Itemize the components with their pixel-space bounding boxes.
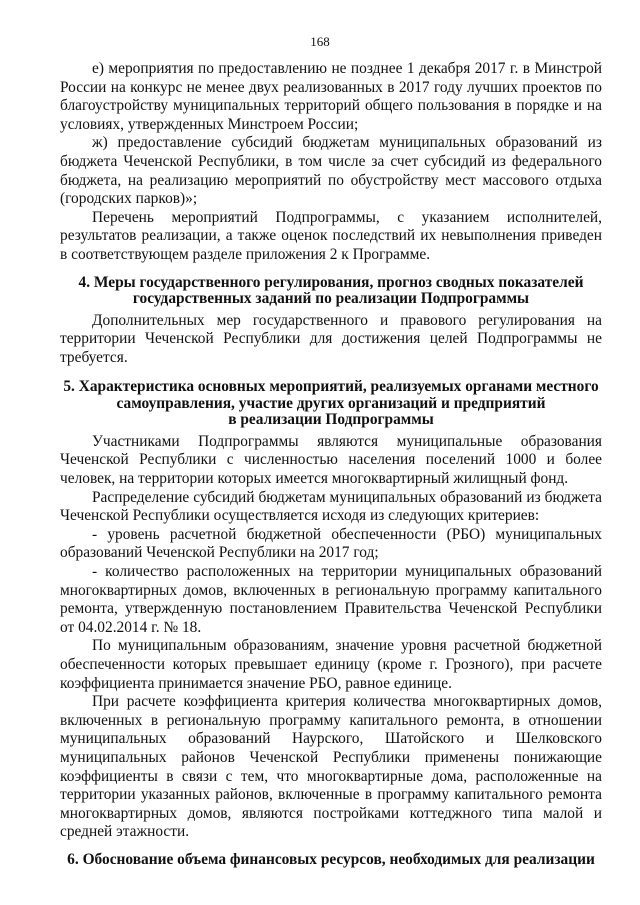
section-heading-6 <box>60 852 602 869</box>
paragraph-item-zh: ж) предоставление субсидий бюджетам муниципальных образований из бюджета Чеченской Республики, в том числе за счет субсидий из федерального бюджета, на реализацию мероприятий по обустройству мест массового отдыха (городских парков)»; <box>60 134 602 208</box>
paragraph-measures-list: Перечень мероприятий Подпрограммы, с указанием исполнителей, результатов реализации, а также оценок последствий их невыполнения приведен в соответствующем разделе приложения 2 к Программе. <box>60 208 602 263</box>
paragraph-rbo-coefficient: По муниципальным образованиям, значение уровня расчетной бюджетной обеспеченности которых превышает единицу (кроме г. Грозного), при расчете коэффициента принимается значение РБО, равное единице. <box>60 637 602 692</box>
section-heading-4-line-2: государственных заданий по реализации Подпрограммы <box>132 290 530 308</box>
section-heading-6-line-1: 6. Обоснование объема финансовых ресурсов, необходимых для реализации <box>67 850 595 868</box>
section-heading-5 <box>60 379 602 429</box>
section-heading-5-line-3: в реализации Подпрограммы <box>228 411 434 429</box>
page-number: 168 <box>310 34 330 49</box>
paragraph-criterion-rbo: - уровень расчетной бюджетной обеспеченности (РБО) муниципальных образований Чеченской Республики на 2017 год; <box>60 525 602 562</box>
section-heading-5-line-2: самоуправления, участие других организаций и предприятий <box>116 394 546 412</box>
document-body <box>60 60 602 868</box>
paragraph-subsidy-distribution: Распределение субсидий бюджетам муниципальных образований из бюджета Чеченской Республики осуществляется исходя из следующих критериев: <box>60 488 602 525</box>
section-heading-5-line-1: 5. Характеристика основных мероприятий, реализуемых органами местного <box>63 378 599 396</box>
paragraph-criterion-houses: - количество расположенных на территории муниципальных образований многоквартирных домов, включенных в региональную программу капитального ремонта, утвержденную постановлением Правительства Чеченской Республики от 04.02.2014 г. № 18. <box>60 562 602 636</box>
paragraph-participants: Участниками Подпрограммы являются муниципальные образования Чеченской Республики с численностью населения поселений 1000 и более человек, на территории которых имеется многоквартирный жилищный фонд. <box>60 432 602 487</box>
section-heading-4 <box>60 275 602 308</box>
paragraph-item-e: е) мероприятия по предоставлению не позднее 1 декабря 2017 г. в Минстрой России на конкурс не менее двух реализованных в 2017 году лучших проектов по благоустройству муниципальных территорий общего пользования в порядке и на условиях, утвержденных Минстроем России; <box>60 60 602 133</box>
paragraph-reducing-coefficients: При расчете коэффициента критерия количества многоквартирных домов, включенных в региональную программу капитального ремонта, в отношении муниципальных образований Наурского, Шатойского и Шелковского муниципальных районов Чеченской Республики применены понижающие коэффициенты в связи с тем, что многоквартирные дома, расположенные на территории указанных районов, включенные в программу капитального ремонта многоквартирных домов, являются постройками коттеджного типа малой и средней этажности. <box>60 693 602 841</box>
paragraph-regulation: Дополнительных мер государственного и правового регулирования на территории Чеченской Республики для достижения целей Подпрограммы не требуется. <box>60 311 602 366</box>
section-heading-4-line-1: 4. Меры государственного регулирования, прогноз сводных показателей <box>78 273 584 291</box>
